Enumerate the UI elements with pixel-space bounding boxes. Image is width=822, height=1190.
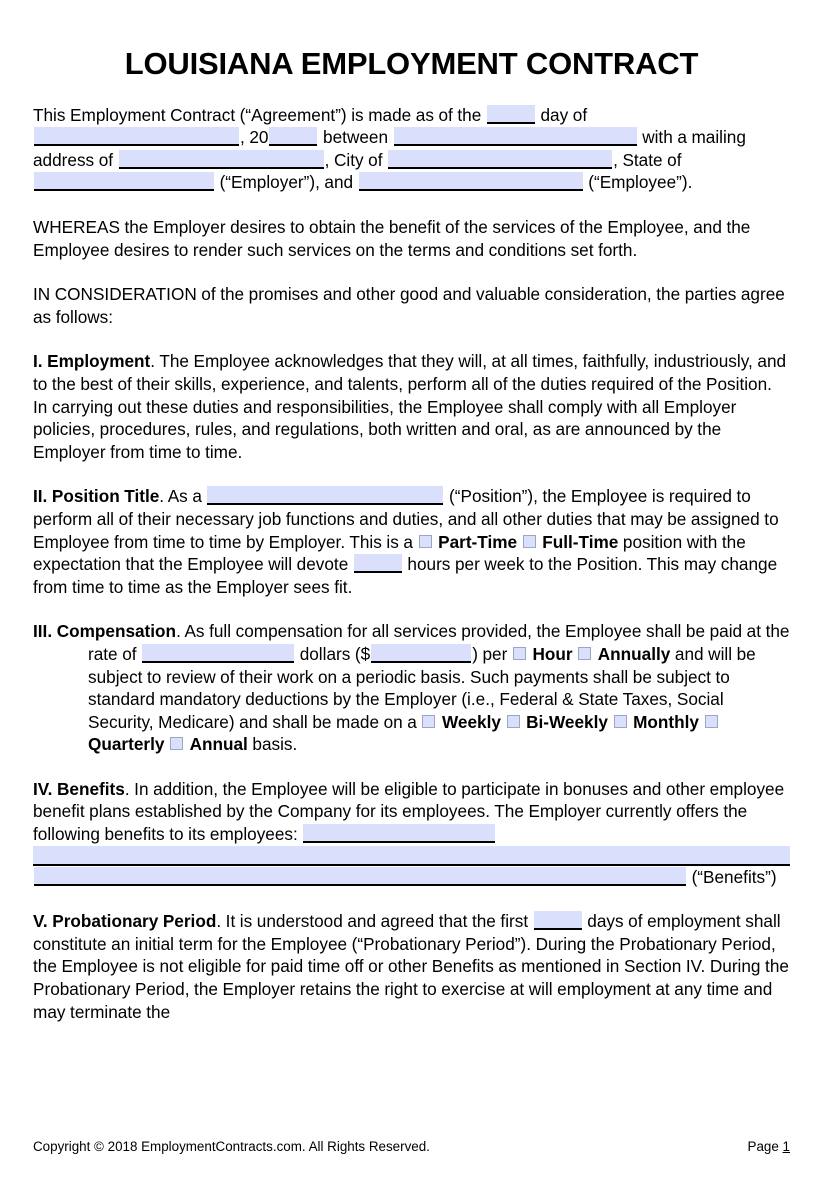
hours-per-week-field[interactable] [354, 554, 402, 573]
section-benefits-text-1: . In addition, the Employee will be eligible to participate in bonuses and other employee benefit plans established by the Company for its employees. The Employer currently offers the following benefits to its employees: [33, 778, 785, 845]
section-position-number: II. [33, 486, 48, 507]
spacer [33, 888, 790, 910]
section-probationary [33, 910, 790, 1023]
checkbox-full-time[interactable] [523, 535, 536, 548]
spacer [33, 756, 790, 778]
spacer [33, 194, 790, 216]
section-position-text-2: (“Position”), the Employee is required to perform all of their necessary job functions and duties, and all other duties that may be assigned to Employee from time to time by Employer. This is a [33, 486, 779, 552]
label-quarterly: Quarterly [88, 734, 165, 755]
label-hour: Hour [532, 643, 573, 664]
spacer [33, 463, 790, 485]
section-benefits [33, 778, 790, 888]
rate-words-field[interactable] [142, 644, 294, 663]
section-employment [33, 350, 790, 463]
page-title: LOUISIANA EMPLOYMENT CONTRACT [124, 46, 699, 81]
section-compensation-text-4: and will be subject to review of their work on a periodic basis. Such payments shall be subject to standard mandatory deductions by the Employer (i.e., Federal & State Taxes, Social Security, Medicare) and shall be made on a [88, 643, 756, 732]
document-content [33, 0, 790, 1023]
intro-text-8: (“Employer”), and [219, 172, 354, 193]
position-field[interactable] [207, 486, 443, 505]
section-compensation-text-5: basis. [252, 734, 298, 755]
spacer [33, 261, 790, 283]
label-full-time: Full-Time [542, 531, 619, 552]
section-compensation [33, 620, 790, 756]
footer-page-number: 1 [782, 1139, 790, 1154]
label-annual: Annual [189, 734, 248, 755]
section-position-text-4: hours per week to the Position. This may change from time to time as the Employer sees fit. [33, 554, 778, 597]
label-weekly: Weekly [442, 711, 501, 732]
checkbox-bi-weekly[interactable] [507, 715, 520, 728]
section-benefits-heading: Benefits [57, 778, 125, 799]
intro-text-3: , 20 [240, 127, 269, 148]
label-monthly: Monthly [633, 711, 699, 732]
section-employment-number: I. [33, 351, 43, 372]
section-employment-heading: Employment [47, 351, 151, 372]
footer-copyright: Copyright © 2018 EmploymentContracts.com. All Rights Reserved. [33, 1139, 430, 1154]
checkbox-quarterly[interactable] [705, 715, 718, 728]
checkbox-annual[interactable] [170, 737, 183, 750]
day-field[interactable] [487, 105, 535, 124]
intro-lead-text: This Employment Contract (“Agreement”) is made as of the [33, 104, 482, 125]
intro-text-5: with a mailing address of [33, 127, 746, 170]
section-compensation-text-1: . As full compensation for all services provided, the Employee shall be paid at the rate of [88, 621, 790, 664]
state-field[interactable] [34, 172, 214, 191]
section-compensation-text-3: ) per [472, 643, 508, 664]
checkbox-weekly[interactable] [422, 715, 435, 728]
employer-name-field[interactable] [394, 127, 637, 146]
section-compensation-heading: Compensation [56, 621, 177, 642]
whereas-paragraph: WHEREAS the Employer desires to obtain the benefit of the services of the Employee, and the Employee desires to render such services on the terms and conditions set forth. [33, 217, 751, 260]
intro-text-6: , City of [324, 149, 383, 170]
year-field[interactable] [269, 127, 317, 146]
rate-amount-field[interactable] [371, 644, 471, 663]
spacer [33, 82, 790, 104]
section-employment-body: . The Employee acknowledges that they will, at all times, faithfully, industriously, and to the best of their skills, experience, and talents, perform all of the duties required of the Position. In carrying out these duties and responsibilities, the Employee shall comply with all Employer policies, procedures, rules, and regulations, both written and oral, as are announced by the Employer from time to time. [33, 351, 787, 462]
page-footer [33, 1138, 790, 1155]
label-bi-weekly: Bi-Weekly [526, 711, 608, 732]
section-compensation-text-2: dollars ($ [299, 643, 371, 664]
checkbox-annually[interactable] [578, 647, 591, 660]
section-benefits-number: IV. [33, 778, 53, 799]
consideration-paragraph: IN CONSIDERATION of the promises and other good and valuable consideration, the parties agree as follows: [33, 284, 785, 327]
checkbox-hour[interactable] [513, 647, 526, 660]
employee-name-field[interactable] [359, 172, 583, 191]
footer-page-indicator [748, 1138, 790, 1155]
month-field[interactable] [34, 127, 239, 146]
section-probationary-text-2: days of employment shall constitute an initial term for the Employee (“Probationary Period”). During the Probationary Period, the Employee is not eligible for paid time off or other Benefits as mentioned in Section IV. During the Probationary Period, the Employer retains the right to exercise at will employment at any time and may terminate the [33, 911, 789, 1022]
benefits-field-line-1[interactable] [303, 824, 495, 843]
section-position-title [33, 485, 790, 598]
section-position-text-3: position with the expectation that the Employee will devote [33, 531, 746, 575]
spacer [33, 598, 790, 620]
spacer [33, 328, 790, 350]
section-position-heading: Position Title [51, 486, 160, 507]
intro-paragraph [33, 104, 790, 194]
mailing-address-field[interactable] [119, 150, 324, 169]
section-probationary-text-1: . It is understood and agreed that the first [216, 911, 529, 932]
city-field[interactable] [388, 150, 612, 169]
intro-text-9: (“Employee”). [588, 172, 693, 193]
section-probationary-number: V. [33, 911, 48, 932]
benefits-field-line-3[interactable] [34, 867, 686, 886]
section-probationary-heading: Probationary Period [52, 911, 217, 932]
section-benefits-text-2: (“Benefits”) [691, 866, 777, 887]
footer-page-label: Page [747, 1139, 779, 1154]
section-position-text-1: . As a [159, 486, 202, 507]
intro-text-2: day of [540, 104, 588, 125]
intro-text-4: between [323, 127, 389, 148]
benefits-field-line-2[interactable] [33, 846, 790, 866]
intro-text-7: , State of [613, 149, 682, 170]
probation-days-field[interactable] [534, 911, 582, 930]
section-compensation-number: III. [33, 621, 53, 642]
label-part-time: Part-Time [438, 531, 518, 552]
label-annually: Annually [597, 643, 671, 664]
checkbox-monthly[interactable] [614, 715, 627, 728]
checkbox-part-time[interactable] [419, 535, 432, 548]
